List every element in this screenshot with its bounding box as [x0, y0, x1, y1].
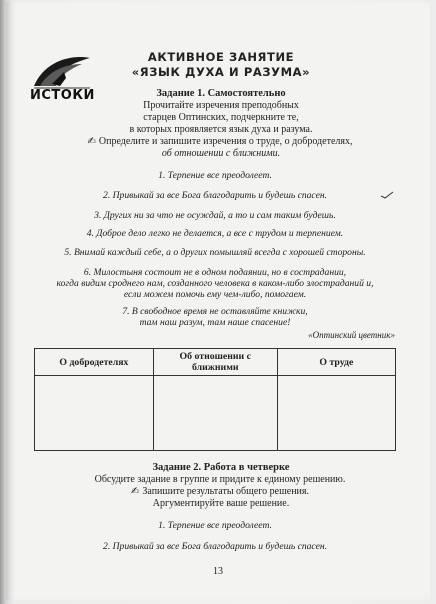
- table-cell-labor[interactable]: [277, 376, 395, 451]
- task1-line2: старцев Оптинских, подчеркните те,: [143, 112, 299, 123]
- quote-6-line3: если можем помочь ему чем-либо, помогаем.: [123, 289, 307, 300]
- task2-line1: Обсудите задание в группе и придите к единому решению.: [94, 474, 346, 485]
- page-title-line1: АКТИВНОЕ ЗАНЯТИЕ: [147, 50, 295, 64]
- quote-5: 5. Внимай каждый себе, а о других помышляй всегда с хорошей стороны.: [64, 247, 366, 258]
- task1-line4: ✍ Определите и запишите изречения о труде, о добродетелях,: [87, 136, 353, 147]
- quote-3: 3. Других ни за что не осуждай, а то и сам таким будешь.: [94, 210, 336, 221]
- table-cell-virtues[interactable]: [35, 376, 154, 451]
- quote-6-line2: когда видим сроднего нам, созданного человека в каком-либо злостраданий и,: [56, 278, 374, 289]
- task2-quote-2: 2. Привыкай за все Бога благодарить и будешь спасен.: [103, 541, 327, 552]
- pencil-icon: ✍: [130, 486, 140, 497]
- task1-heading: Задание 1. Самостоятельно: [156, 88, 286, 99]
- quote-1: 1. Терпение все преодолеет.: [158, 170, 272, 181]
- page-number: 13: [213, 566, 223, 577]
- task1-line5: об отношении с ближними.: [161, 148, 281, 159]
- task2-line2: ✍ Запишите результаты общего решения.: [130, 486, 310, 497]
- table-header-virtues: О добродетелях: [35, 349, 154, 376]
- quote-2: 2. Привыкай за все Бога благодарить и будешь спасен.: [103, 190, 327, 201]
- table-header-relations: Об отношении с ближними: [153, 349, 277, 376]
- source-citation: «Оптинский цветник»: [308, 330, 395, 340]
- quote-7-line2: там наш разум, там наше спасение!: [139, 317, 291, 328]
- quote-4: 4. Доброе дело легко не делается, а все с трудом и терпением.: [86, 228, 344, 239]
- logo-text: ИСТОКИ: [30, 88, 95, 103]
- quote-6-line1: 6. Милостыня состоит не в одном подаянии, но в сострадании,: [83, 267, 347, 278]
- task1-line1: Прочитайте изречения преподобных: [143, 100, 299, 111]
- task2-line3: Аргументируйте ваше решение.: [152, 498, 290, 509]
- check-mark-icon: [380, 186, 394, 204]
- page-title-line2: «ЯЗЫК ДУХА И РАЗУМА»: [131, 65, 311, 79]
- task2-quote-1: 1. Терпение все преодолеет.: [158, 520, 272, 531]
- task2-heading: Задание 2. Работа в четверке: [152, 462, 290, 473]
- pencil-icon: ✍: [87, 136, 96, 147]
- quote-7-line1: 7. В свободное время не оставляйте книжки,: [122, 306, 308, 317]
- table-header-labor: О труде: [277, 349, 395, 376]
- answer-table: [34, 348, 396, 451]
- task1-line3: в которых проявляется язык духа и разума.: [129, 124, 313, 135]
- table-cell-relations[interactable]: [153, 376, 277, 451]
